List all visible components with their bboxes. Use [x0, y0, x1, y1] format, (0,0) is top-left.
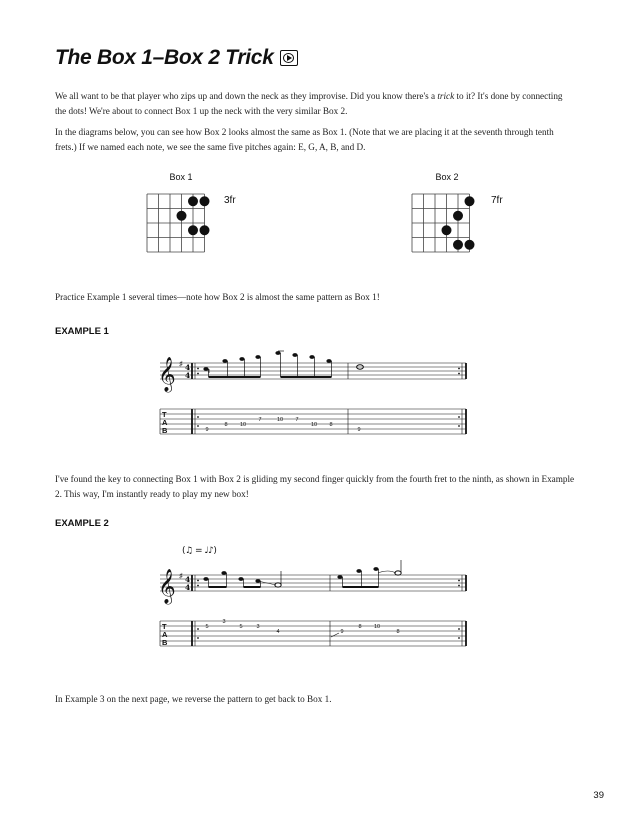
box2-chord-diagram [408, 190, 488, 266]
box1-finger-dot [188, 196, 198, 206]
tab-letter-a: A [162, 418, 168, 427]
page-number: 39 [593, 790, 604, 801]
example2-tab-number: 8 [358, 624, 362, 630]
key-signature-sharp: ♯ [179, 360, 183, 368]
box2-finger-dot [442, 225, 452, 235]
time-sig-top: 4 [185, 575, 191, 584]
tab-letter-b: B [162, 426, 168, 435]
example2-tab-number: 9 [340, 629, 344, 635]
example1-heading: EXAMPLE 1 [55, 326, 109, 337]
example1-tab-number: 7 [295, 417, 299, 423]
example2-tab-number: 8 [396, 629, 400, 635]
connect-paragraph: I've found the key to connecting Box 1 with Box 2 is gliding my second finger quickly from the fourth fret to the ninth, as shown in Example 2. This way, I'm instantly ready to play my new box! [55, 474, 575, 499]
time-sig-bottom: 4 [185, 371, 191, 380]
box1-finger-dot [200, 196, 210, 206]
box1-finger-dot [188, 225, 198, 235]
example1-tab-number: 10 [239, 422, 247, 428]
example1-notation [150, 347, 475, 452]
example1-tab-number: 8 [224, 422, 228, 428]
slide-mark [331, 633, 339, 637]
example2-tab-number: 4 [276, 629, 280, 635]
box2-finger-dot [453, 211, 463, 221]
box1-finger-dot [177, 211, 187, 221]
example1-tab-number: 8 [329, 422, 333, 428]
diagram-paragraph: In the diagrams below, you can see how Box 2 looks almost the same as Box 1. (Note that we are placing it at the seventh through tenth frets.) If we named each note, we see the same five pitches again: E, G, A, B, and D. [55, 127, 554, 152]
intro-paragraph [55, 89, 575, 119]
example2-tab-number: 3 [222, 619, 226, 625]
tab-letter-t: T [162, 622, 167, 631]
box1-label: Box 1 [169, 172, 193, 182]
example2-heading: EXAMPLE 2 [55, 518, 109, 529]
box1-chord-diagram [143, 190, 223, 266]
box2-fret-label: 7fr [491, 195, 503, 206]
swing-feel-marking: (♫ = ♩♪) [182, 546, 217, 556]
intro-text-b: to it? It's done by connecting the dots! We're about to connect Box 1 up the neck with the very similar Box 2. [55, 91, 563, 116]
example2-tab-number: 10 [373, 624, 381, 630]
box1-fret-label: 3fr [224, 195, 236, 206]
key-signature-sharp: ♯ [179, 572, 183, 580]
treble-clef: 𝄞 [158, 569, 176, 604]
tab-letter-b: B [162, 638, 168, 647]
example1-tab-number: 10 [310, 422, 318, 428]
example2-tab-number: 5 [205, 624, 209, 630]
box1-finger-dot [200, 225, 210, 235]
example1-tab-number: 9 [357, 427, 361, 433]
box2-finger-dot [453, 240, 463, 250]
box2-label: Box 2 [435, 172, 459, 182]
example1-tab-number: 9 [205, 427, 209, 433]
time-sig-bottom: 4 [185, 583, 191, 592]
example1-noteheads [203, 351, 331, 371]
box2-finger-dot [465, 240, 475, 250]
lesson-title-text: The Box 1–Box 2 Trick [55, 46, 274, 69]
intro-emphasis: trick [437, 91, 455, 101]
example2-tab-number: 5 [239, 624, 243, 630]
example2-tab-number: 3 [256, 624, 260, 630]
example1-tab-number: 7 [258, 417, 262, 423]
tab-letter-a: A [162, 630, 168, 639]
practice-paragraph: Practice Example 1 several times—note how Box 2 is almost the same pattern as Box 1! [55, 292, 380, 302]
box2-finger-dot [465, 196, 475, 206]
treble-clef: 𝄞 [158, 357, 176, 392]
time-sig-top: 4 [185, 363, 191, 372]
example2-notation [150, 557, 475, 665]
next-example-paragraph: In Example 3 on the next page, we reverse the pattern to get back to Box 1. [55, 694, 332, 704]
play-video-icon[interactable] [280, 50, 298, 66]
example1-tab-number: 10 [276, 417, 284, 423]
tab-letter-t: T [162, 410, 167, 419]
intro-text-a: We all want to be that player who zips up and down the neck as they improvise. Did you know there's a [55, 91, 438, 101]
lesson-title [55, 46, 298, 70]
